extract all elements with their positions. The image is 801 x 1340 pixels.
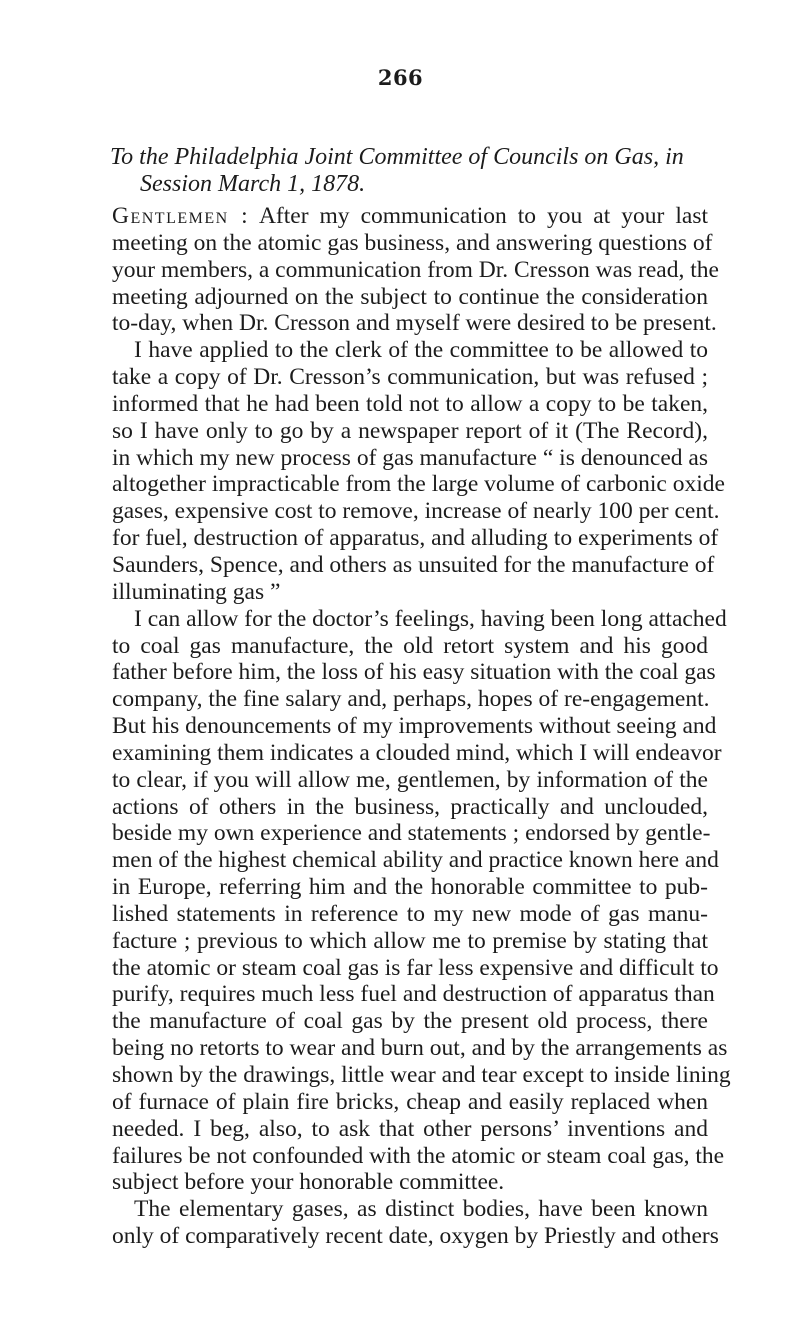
- text-line: gases, expensive cost to remove, increase of nearly 100 per cent.: [112, 498, 720, 525]
- text-line: of furnace of plain fire bricks, cheap and easily replaced when: [112, 1088, 708, 1115]
- text-line: illuminating gas ”: [112, 578, 281, 605]
- heading-line-2: Session March 1, 1878.: [140, 171, 366, 197]
- text-line: to clear, if you will allow me, gentlemen, by information of the: [112, 766, 708, 793]
- text-line: only of comparatively recent date, oxygen by Priestly and others: [112, 1223, 719, 1250]
- text-line: in Europe, referring him and the honorable committee to pub-: [112, 874, 708, 901]
- text-line: men of the highest chemical ability and practice known here and: [112, 847, 719, 874]
- text-line: lished statements in reference to my new mode of gas manu-: [112, 900, 708, 927]
- text-line: subject before your honorable committee.: [112, 1169, 505, 1196]
- text-line: facture ; previous to which allow me to premise by stating that: [112, 927, 708, 954]
- text-line: needed. I beg, also, to ask that other persons’ inventions and: [112, 1115, 708, 1142]
- text-line: purify, requires much less fuel and destruction of apparatus than: [112, 981, 715, 1008]
- text-line: meeting on the atomic gas business, and answering questions of: [112, 229, 713, 256]
- text-line: I can allow for the doctor’s feelings, having been long attached: [134, 605, 727, 632]
- letter-body: [112, 203, 731, 1250]
- letter-heading: [110, 144, 710, 198]
- text-line: meeting adjourned on the subject to continue the consideration: [112, 283, 708, 310]
- text-line: shown by the drawings, little wear and tear except to inside lining: [112, 1062, 731, 1088]
- text-line: I have applied to the clerk of the committee to be allowed to: [134, 337, 708, 364]
- first-line-text: After my communication to you at your last: [258, 203, 708, 229]
- text-line: actions of others in the business, practically and unclouded,: [112, 793, 708, 820]
- text-line: company, the fine salary and, perhaps, hopes of re-engagement.: [112, 686, 710, 713]
- text-line: examining them indicates a clouded mind, which I will endeavor: [112, 739, 722, 766]
- text-line: failures be not confounded with the atomic or steam coal gas, the: [112, 1142, 725, 1169]
- salutation: Gentlemen :: [112, 203, 250, 229]
- text-line: for fuel, destruction of apparatus, and alluding to experiments of: [112, 525, 719, 552]
- text-line: being no retorts to wear and burn out, and by the arrangements as: [112, 1035, 728, 1062]
- text-line: in which my new process of gas manufacture “ is denounced as: [112, 444, 708, 471]
- text-line: take a copy of Dr. Cresson’s communication, but was refused ;: [112, 364, 708, 391]
- text-line: your members, a communication from Dr. Cresson was read, the: [112, 256, 719, 283]
- text-line: so I have only to go by a newspaper report of it (The Record),: [112, 417, 708, 444]
- text-line: informed that he had been told not to allow a copy to be taken,: [112, 390, 708, 417]
- text-line: altogether impracticable from the large volume of carbonic oxide: [112, 471, 725, 498]
- heading-line-1: To the Philadelphia Joint Committee of Councils on Gas, in: [110, 144, 684, 170]
- text-line: to coal gas manufacture, the old retort system and his good: [112, 632, 708, 659]
- text-line: father before him, the loss of his easy situation with the coal gas: [112, 659, 716, 686]
- text-line: the manufacture of coal gas by the present old process, there: [112, 1008, 708, 1035]
- text-line: Saunders, Spence, and others as unsuited for the manufacture of: [112, 551, 715, 578]
- text-line: The elementary gases, as distinct bodies, have been known: [134, 1196, 708, 1223]
- text-line: But his denouncements of my improvements without seeing and: [112, 713, 717, 740]
- text-line: [112, 203, 708, 230]
- text-line: the atomic or steam coal gas is far less expensive and difficult to: [112, 954, 719, 981]
- text-line: beside my own experience and statements ; endorsed by gentle-: [112, 820, 711, 847]
- page-number: 266: [377, 65, 424, 90]
- text-line: to-day, when Dr. Cresson and myself were desired to be present.: [112, 310, 717, 337]
